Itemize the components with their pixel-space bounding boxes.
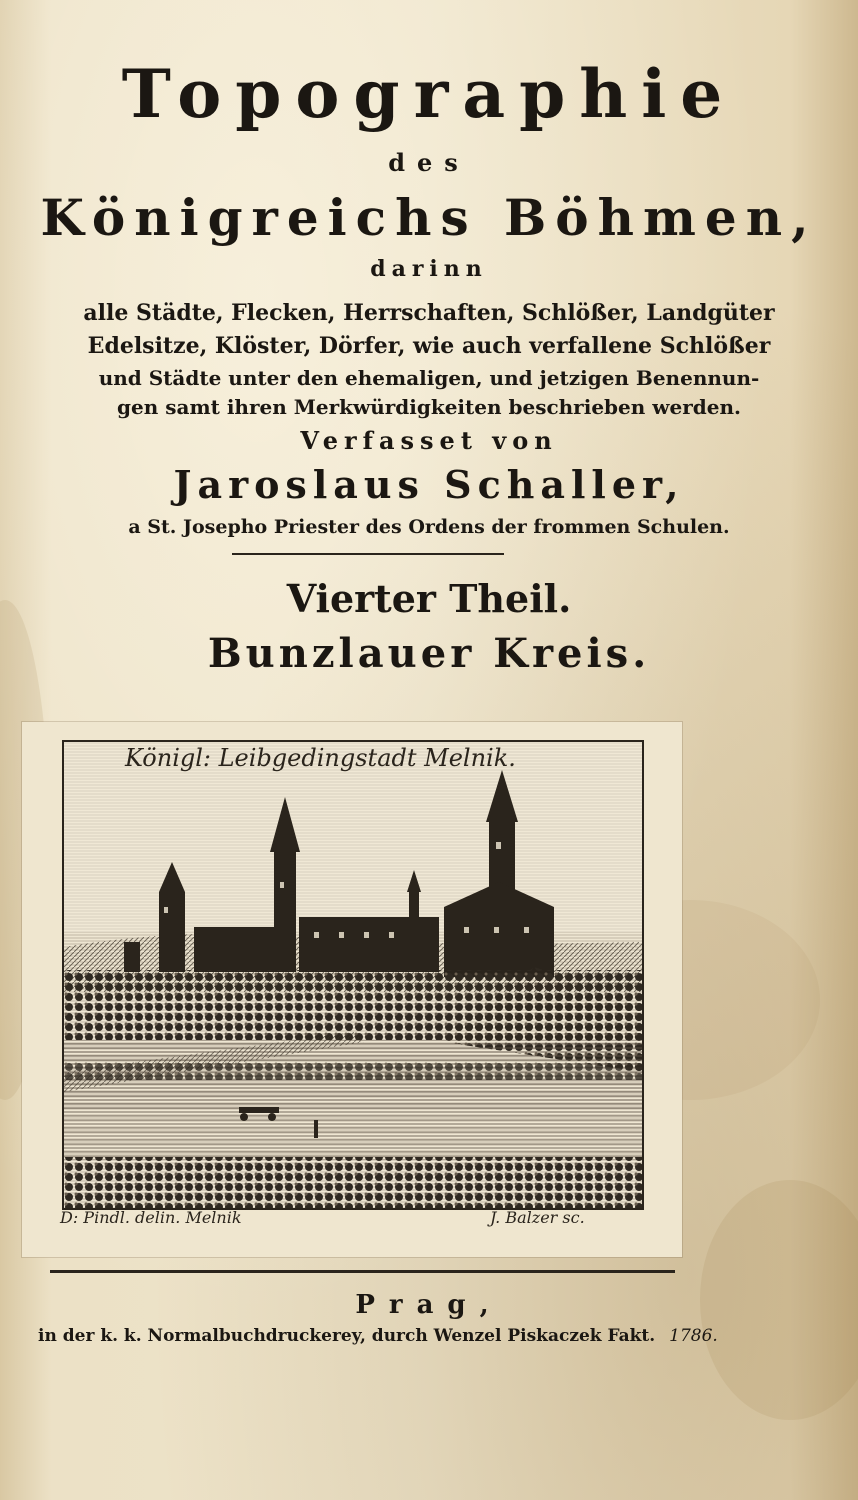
engraving-caption: Königl: Leibgedingstadt Melnik.	[125, 744, 516, 772]
imprint-city: Prag,	[355, 1290, 503, 1320]
engraving-credit-right: J. Balzer sc.	[490, 1208, 585, 1227]
town-view-illustration	[64, 742, 642, 1208]
volume-region: Bunzlauer Kreis.	[207, 630, 651, 677]
divider-rule	[232, 553, 504, 555]
imprint-rule	[50, 1270, 675, 1273]
engraving-credit-left: D: Pindl. delin. Melnik	[60, 1208, 242, 1227]
author-intro: Verfasset von	[300, 426, 558, 455]
description-line: gen samt ihren Merkwürdigkeiten beschrieben werden.	[117, 395, 741, 419]
volume-part: Vierter Theil.	[286, 576, 572, 621]
engraving-image	[62, 740, 644, 1210]
description-line: Edelsitze, Klöster, Dörfer, wie auch verfallene Schlößer	[87, 333, 771, 359]
description-line: alle Städte, Flecken, Herrschaften, Schlößer, Landgüter	[83, 300, 775, 326]
imprint-year: 1786.	[669, 1326, 718, 1346]
title-connector-darinn: darinn	[370, 256, 488, 282]
author-name: Jaroslaus Schaller,	[173, 462, 685, 507]
book-title: Topographie	[121, 55, 737, 133]
author-role: a St. Josepho Priester des Ordens der frommen Schulen.	[128, 516, 730, 538]
title-connector: des	[388, 148, 470, 177]
imprint-line	[38, 1326, 718, 1346]
imprint-printer: in der k. k. Normalbuchdruckerey, durch Wenzel Piskaczek Fakt.	[38, 1326, 656, 1346]
book-title-country: Königreichs Böhmen,	[40, 188, 818, 247]
description-line: und Städte unter den ehemaligen, und jetzigen Benennun-	[98, 366, 760, 390]
